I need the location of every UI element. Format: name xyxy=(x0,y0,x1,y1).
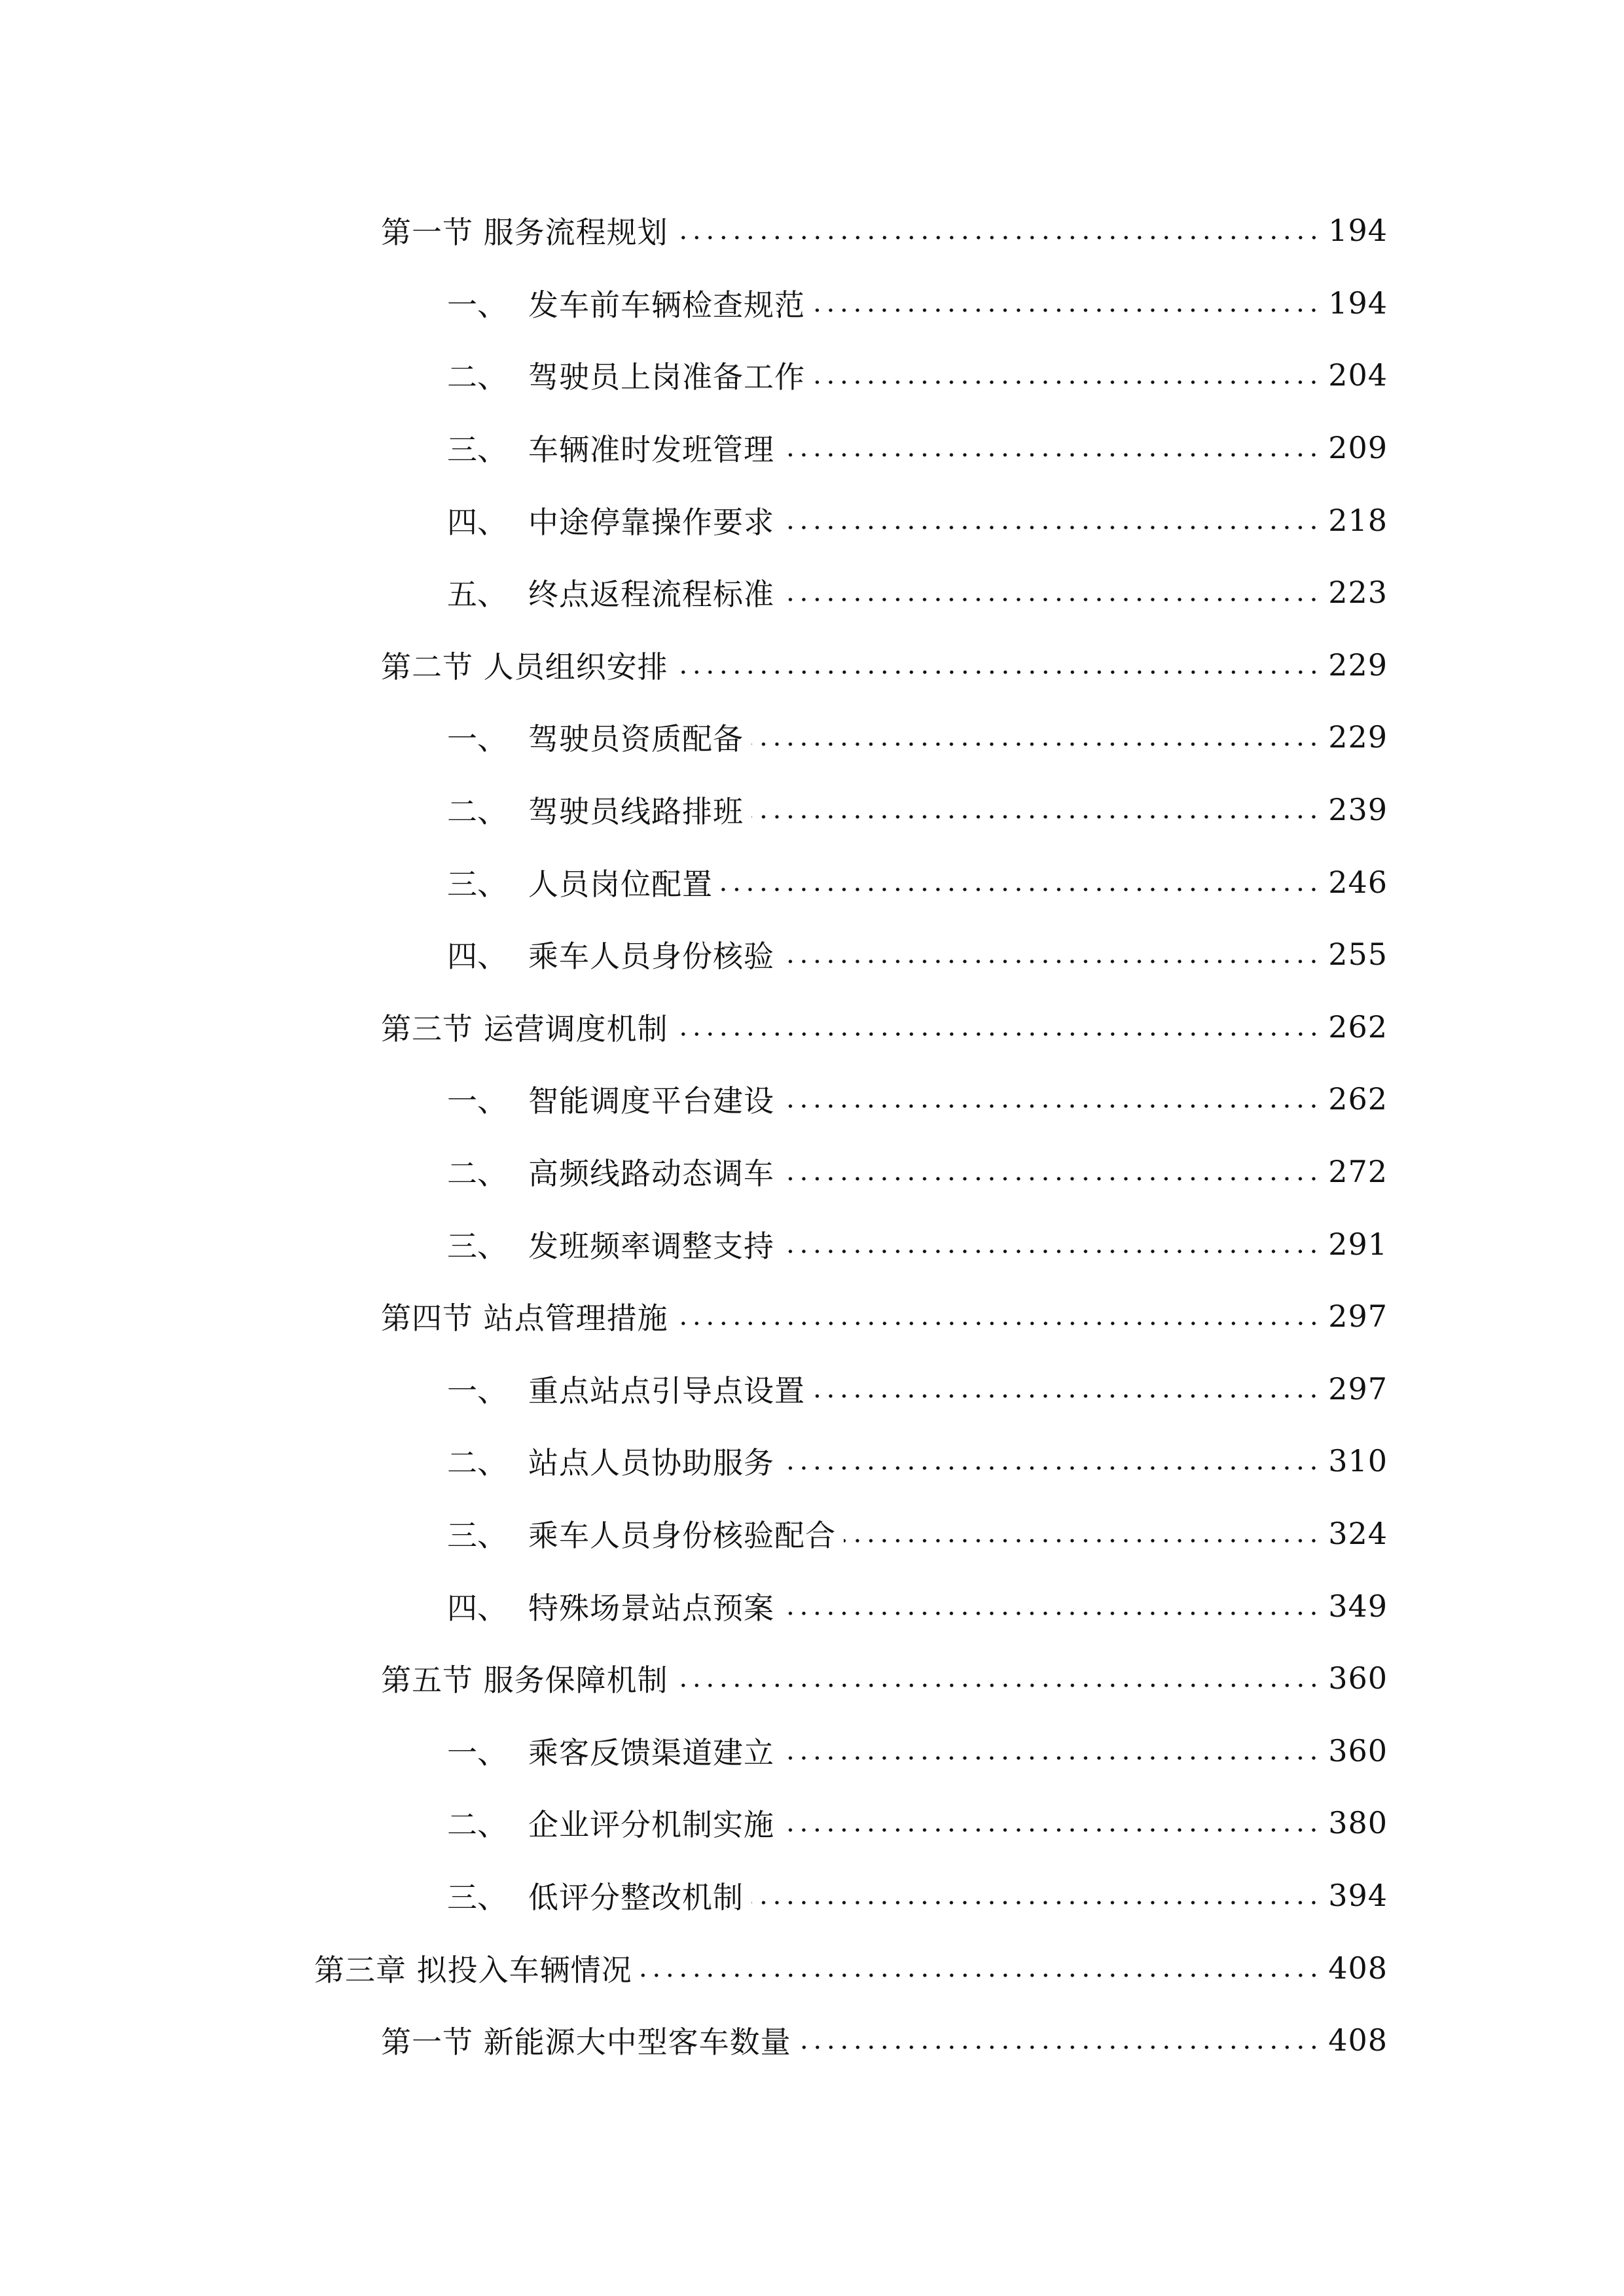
dot-leader xyxy=(676,1321,1321,1326)
dot-leader xyxy=(782,597,1320,602)
toc-entry-page: 272 xyxy=(1328,1154,1388,1190)
toc-entry-number: 一、 xyxy=(447,1734,507,1770)
toc-entry-title: 驾驶员资质配备 xyxy=(528,721,744,757)
toc-entry-title: 终点返程流程标准 xyxy=(528,577,774,613)
toc-entry-number: 三、 xyxy=(447,432,507,468)
toc-entry[interactable] xyxy=(0,774,1624,846)
toc-entry-title: 高频线路动态调车 xyxy=(528,1156,774,1192)
toc-entry-page: 380 xyxy=(1328,1805,1388,1841)
toc-entry-number: 二、 xyxy=(447,794,507,830)
toc-entry-page: 223 xyxy=(1328,575,1388,611)
toc-entry-page: 291 xyxy=(1328,1226,1388,1262)
toc-entry-title: 发班频率调整支持 xyxy=(528,1228,774,1264)
toc-entry[interactable] xyxy=(0,1353,1624,1426)
toc-entry-title: 智能调度平台建设 xyxy=(528,1083,774,1119)
toc-entry-number: 一、 xyxy=(447,1372,507,1408)
toc-entry[interactable] xyxy=(0,629,1624,702)
dot-leader xyxy=(844,1538,1320,1543)
toc-entry[interactable] xyxy=(0,1208,1624,1280)
toc-entry[interactable] xyxy=(0,484,1624,556)
toc-entry-title: 第三节 运营调度机制 xyxy=(381,1011,668,1047)
dot-leader xyxy=(782,1827,1320,1833)
toc-entry[interactable] xyxy=(0,1570,1624,1642)
toc-entry-page: 194 xyxy=(1328,285,1388,321)
toc-entry[interactable] xyxy=(0,556,1624,629)
toc-entry[interactable] xyxy=(0,1642,1624,1715)
toc-entry-page: 310 xyxy=(1328,1443,1388,1479)
toc-entry-number: 一、 xyxy=(447,287,507,323)
toc-entry[interactable] xyxy=(0,339,1624,412)
toc-entry-title: 第四节 站点管理措施 xyxy=(381,1300,668,1336)
dot-leader xyxy=(676,1683,1321,1688)
toc-entry-title: 第三章 拟投入车辆情况 xyxy=(314,1952,632,1988)
toc-entry[interactable] xyxy=(0,412,1624,484)
toc-entry-page: 262 xyxy=(1328,1009,1388,1045)
dot-leader xyxy=(676,670,1321,675)
toc-entry-number: 三、 xyxy=(447,1879,507,1915)
toc-entry[interactable] xyxy=(0,991,1624,1064)
dot-leader xyxy=(782,1465,1320,1471)
toc-entry-title: 第一节 服务流程规划 xyxy=(381,215,668,251)
toc-entry-page: 360 xyxy=(1328,1732,1388,1768)
toc-entry-title: 人员岗位配置 xyxy=(528,866,713,902)
toc-entry-page: 255 xyxy=(1328,937,1388,973)
toc-entry-page: 349 xyxy=(1328,1588,1388,1624)
toc-entry-title: 企业评分机制实施 xyxy=(528,1807,774,1843)
toc-entry-number: 二、 xyxy=(447,1807,507,1843)
toc-entry-title: 车辆准时发班管理 xyxy=(528,432,774,468)
toc-entry[interactable] xyxy=(0,1787,1624,1859)
toc-entry[interactable] xyxy=(0,918,1624,991)
toc-entry-number: 二、 xyxy=(447,1156,507,1192)
toc-entry-title: 乘车人员身份核验配合 xyxy=(528,1517,836,1553)
toc-entry-page: 194 xyxy=(1328,213,1388,249)
toc-entry-page: 262 xyxy=(1328,1081,1388,1117)
dot-leader xyxy=(813,1393,1320,1399)
toc-entry-title: 乘客反馈渠道建立 xyxy=(528,1734,774,1770)
toc-entry[interactable] xyxy=(0,1280,1624,1353)
toc-entry-number: 一、 xyxy=(447,1083,507,1119)
table-of-contents xyxy=(0,194,1624,2076)
toc-entry[interactable] xyxy=(0,1425,1624,1498)
dot-leader xyxy=(782,959,1320,964)
dot-leader xyxy=(782,1249,1320,1254)
toc-entry[interactable] xyxy=(0,846,1624,918)
dot-leader xyxy=(751,742,1320,747)
toc-entry-number: 一、 xyxy=(447,721,507,757)
toc-entry[interactable] xyxy=(0,1063,1624,1136)
toc-entry-page: 218 xyxy=(1328,502,1388,538)
toc-entry-title: 站点人员协助服务 xyxy=(528,1445,774,1481)
toc-entry-page: 246 xyxy=(1328,864,1388,900)
toc-entry-number: 四、 xyxy=(447,1590,507,1626)
toc-entry[interactable] xyxy=(0,1136,1624,1208)
toc-entry-number: 二、 xyxy=(447,1445,507,1481)
toc-entry[interactable] xyxy=(0,267,1624,340)
toc-entry-title: 第二节 人员组织安排 xyxy=(381,649,668,685)
toc-entry-title: 发车前车辆检查规范 xyxy=(528,287,805,323)
dot-leader xyxy=(813,308,1320,313)
dot-leader xyxy=(799,2045,1321,2050)
toc-entry[interactable] xyxy=(0,1498,1624,1570)
dot-leader xyxy=(640,1973,1321,1978)
toc-entry[interactable] xyxy=(0,194,1624,267)
toc-entry-page: 297 xyxy=(1328,1299,1388,1335)
toc-entry-page: 239 xyxy=(1328,792,1388,828)
dot-leader xyxy=(782,1176,1320,1181)
dot-leader xyxy=(676,1031,1321,1037)
toc-entry-number: 二、 xyxy=(447,359,507,395)
dot-leader xyxy=(751,814,1320,819)
toc-entry-title: 乘车人员身份核验 xyxy=(528,939,774,975)
dot-leader xyxy=(782,452,1320,457)
toc-entry[interactable] xyxy=(0,2004,1624,2077)
toc-entry-page: 209 xyxy=(1328,430,1388,466)
dot-leader xyxy=(676,235,1321,240)
dot-leader xyxy=(782,525,1320,530)
toc-entry-number: 五、 xyxy=(447,577,507,613)
toc-entry-title: 特殊场景站点预案 xyxy=(528,1590,774,1626)
toc-entry-page: 229 xyxy=(1328,719,1388,755)
dot-leader xyxy=(782,1611,1320,1616)
toc-entry-page: 204 xyxy=(1328,357,1388,393)
toc-entry-number: 四、 xyxy=(447,939,507,975)
dot-leader xyxy=(782,1103,1320,1109)
dot-leader xyxy=(751,1900,1320,1905)
toc-entry-title: 驾驶员上岗准备工作 xyxy=(528,359,805,395)
toc-entry-number: 三、 xyxy=(447,1517,507,1553)
toc-entry-page: 408 xyxy=(1328,2022,1388,2058)
toc-entry-number: 四、 xyxy=(447,504,507,540)
toc-entry[interactable] xyxy=(0,1859,1624,1932)
toc-entry-page: 360 xyxy=(1328,1660,1388,1696)
dot-leader xyxy=(813,380,1320,385)
toc-entry-title: 驾驶员线路排班 xyxy=(528,794,744,830)
toc-entry-title: 低评分整改机制 xyxy=(528,1879,744,1915)
toc-entry-page: 408 xyxy=(1328,1950,1388,1986)
toc-entry-page: 324 xyxy=(1328,1515,1388,1551)
dot-leader xyxy=(721,887,1320,892)
toc-entry-title: 中途停靠操作要求 xyxy=(528,504,774,540)
toc-entry-title: 第五节 服务保障机制 xyxy=(381,1662,668,1698)
toc-entry-page: 229 xyxy=(1328,647,1388,683)
toc-entry[interactable] xyxy=(0,1714,1624,1787)
toc-entry-number: 三、 xyxy=(447,866,507,902)
toc-entry-page: 297 xyxy=(1328,1371,1388,1407)
toc-entry[interactable] xyxy=(0,701,1624,774)
toc-entry-page: 394 xyxy=(1328,1877,1388,1913)
dot-leader xyxy=(782,1755,1320,1761)
toc-entry[interactable] xyxy=(0,1931,1624,2004)
toc-entry-title: 第一节 新能源大中型客车数量 xyxy=(381,2024,791,2060)
toc-entry-number: 三、 xyxy=(447,1228,507,1264)
toc-entry-title: 重点站点引导点设置 xyxy=(528,1372,805,1408)
